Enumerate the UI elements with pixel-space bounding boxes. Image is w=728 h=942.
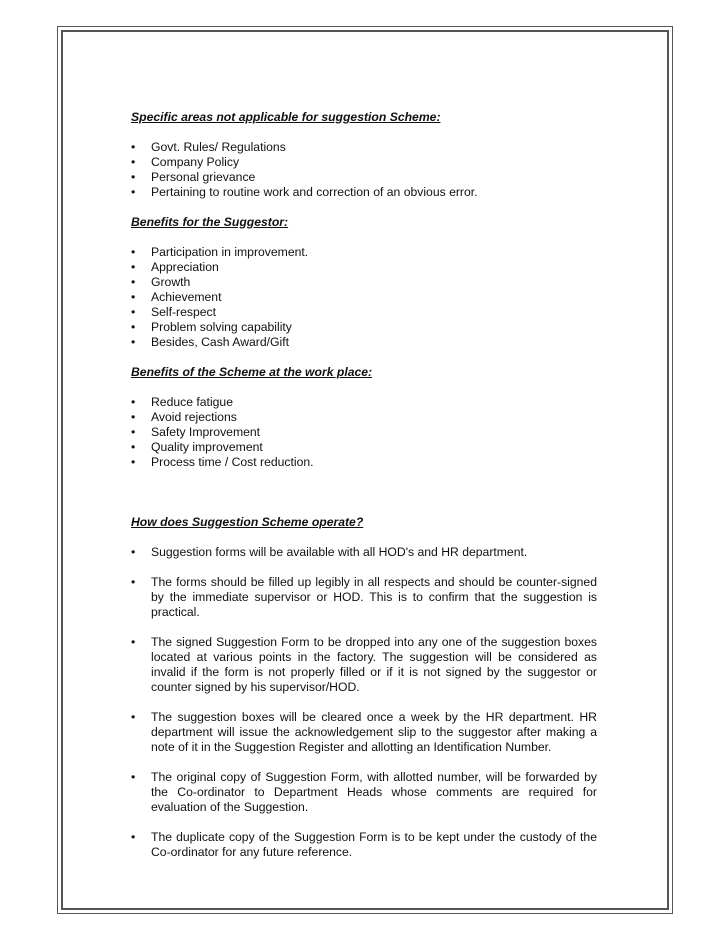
list-item: • Reduce fatigue xyxy=(131,395,597,410)
list-item: • The signed Suggestion Form to be dropped into any one of the suggestion boxes located at various points in the factory. The suggestion will be considered as invalid if the form is not properly filled or if it is not signed by the suggestor or counter signed by his supervisor/HOD. xyxy=(131,635,597,695)
list-item: • The suggestion boxes will be cleared once a week by the HR department. HR department will issue the acknowledgement slip to the suggestor after making a note of it in the Suggestion Register and allotting an Identification Number. xyxy=(131,710,597,755)
list-not-applicable xyxy=(131,140,597,200)
list-benefits-workplace xyxy=(131,395,597,470)
list-item: • Personal grievance xyxy=(131,170,597,185)
list-item: • Company Policy xyxy=(131,155,597,170)
list-item: • Avoid rejections xyxy=(131,410,597,425)
heading-benefits-suggestor: Benefits for the Suggestor: xyxy=(131,215,289,229)
heading-how-operate: How does Suggestion Scheme operate? xyxy=(131,515,364,529)
document-body xyxy=(131,110,597,875)
list-item: • Process time / Cost reduction. xyxy=(131,455,597,470)
list-item: • Govt. Rules/ Regulations xyxy=(131,140,597,155)
list-item: • The duplicate copy of the Suggestion Form is to be kept under the custody of the Co-ordinator for any future reference. xyxy=(131,830,597,860)
list-item: • Safety Improvement xyxy=(131,425,597,440)
list-item: • Pertaining to routine work and correction of an obvious error. xyxy=(131,185,597,200)
list-item: • Participation in improvement. xyxy=(131,245,597,260)
list-item: • Achievement xyxy=(131,290,597,305)
heading-not-applicable: Specific areas not applicable for suggestion Scheme: xyxy=(131,110,441,124)
list-how-operate xyxy=(131,545,597,860)
list-item: • Suggestion forms will be available with all HOD's and HR department. xyxy=(131,545,597,560)
list-item: • Appreciation xyxy=(131,260,597,275)
list-item: • Besides, Cash Award/Gift xyxy=(131,335,597,350)
list-item: • The original copy of Suggestion Form, with allotted number, will be forwarded by the Co-ordinator to Department Heads whose comments are required for evaluation of the Suggestion. xyxy=(131,770,597,815)
list-item: • Problem solving capability xyxy=(131,320,597,335)
list-item: • Growth xyxy=(131,275,597,290)
list-item: • Quality improvement xyxy=(131,440,597,455)
heading-benefits-workplace: Benefits of the Scheme at the work place: xyxy=(131,365,373,379)
list-benefits-suggestor xyxy=(131,245,597,350)
list-item: • Self-respect xyxy=(131,305,597,320)
list-item: • The forms should be filled up legibly in all respects and should be counter-signed by the immediate supervisor or HOD. This is to confirm that the suggestion is practical. xyxy=(131,575,597,620)
